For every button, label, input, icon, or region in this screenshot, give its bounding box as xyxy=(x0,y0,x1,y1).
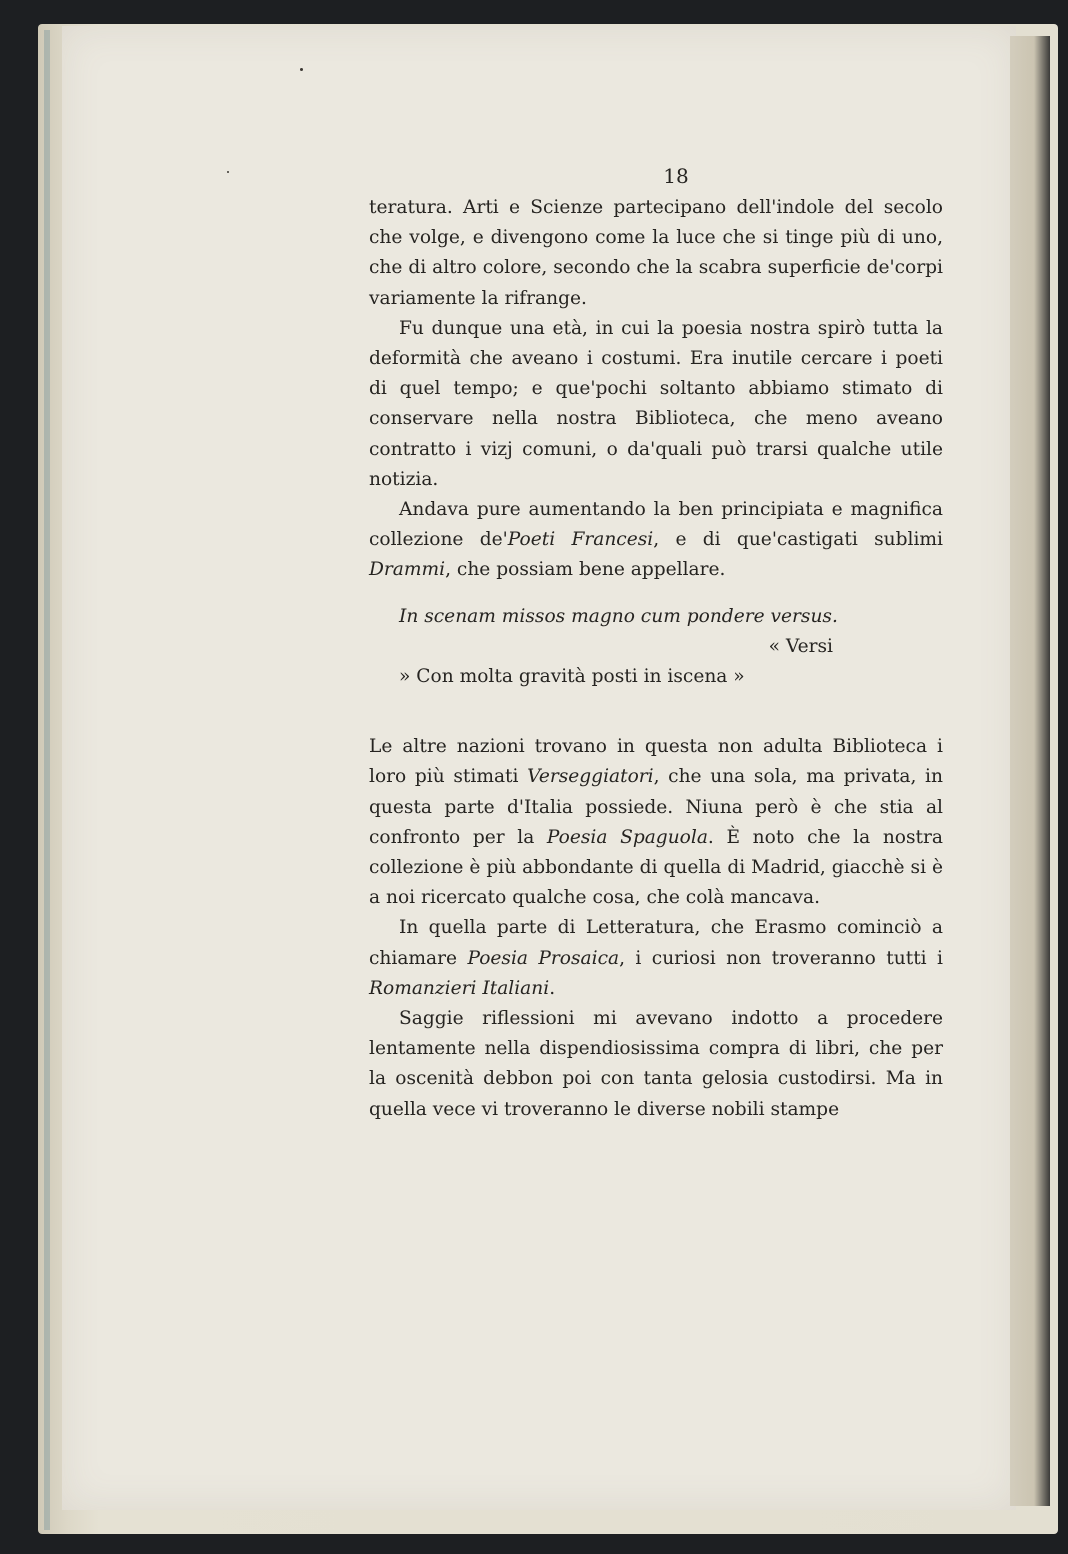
paragraph-3 xyxy=(369,495,943,586)
text-run: In quella parte di Letteratura, che Erasmo cominciò a chiamare xyxy=(369,917,943,969)
italic-title: Romanzieri Italiani xyxy=(369,977,550,999)
text-run: . xyxy=(549,977,556,999)
paragraph-4 xyxy=(369,732,943,913)
italic-title: Verseggiatori xyxy=(527,766,654,788)
quotation xyxy=(369,602,943,693)
italic-title: Poeti Francesi xyxy=(507,529,654,551)
page-sheet xyxy=(62,26,1016,1510)
text-run: , e di que'castigati sublimi xyxy=(653,529,943,551)
paragraph-5 xyxy=(369,913,943,1004)
page-number: 18 xyxy=(663,164,689,188)
paragraph-6: Saggie riflessioni mi avevano indotto a procedere lentamente nella dispendiosissima compra di libri, che per la oscenità debbon poi con tanta gelosia custodirsi. Ma in quella vece vi troveranno le diverse nobili stampe xyxy=(369,1008,943,1120)
paragraph-1: teratura. Arti e Scienze partecipano dell'indole del secolo che volge, e divengono come la luce che si tinge più di uno, che di altro colore, secondo che la scabra superficie de'corpi variamente la rifrange. xyxy=(369,197,943,309)
body-text xyxy=(369,159,943,1125)
paragraph-2: Fu dunque una età, in cui la poesia nostra spirò tutta la deformità che aveano i costumi. Era inutile cercare i poeti di quel tempo; e que'pochi soltanto abbiamo stimato di conservare nella nostra Biblioteca, che meno aveano contratto i vizj comuni, o da'quali può trarsi qualche utile notizia. xyxy=(369,317,943,490)
italic-title: Poesia Prosaica xyxy=(467,947,620,969)
text-run: Andava pure aumentando la ben principiata e magnifica collezione de' xyxy=(369,499,943,551)
quote-translation-line-1: « Versi xyxy=(768,635,833,657)
text-run: , che possiam bene appellare. xyxy=(445,559,726,581)
quote-latin: In scenam missos magno cum pondere versus. xyxy=(399,605,838,627)
text-run: Le altre nazioni trovano in questa non adulta Biblioteca i loro più stimati xyxy=(369,736,943,788)
italic-title: Poesia Spaguola xyxy=(546,826,708,848)
paper-speck xyxy=(227,171,229,173)
paper-speck xyxy=(300,68,303,71)
italic-title: Drammi xyxy=(369,559,446,581)
quote-translation-line-2: » Con molta gravità posti in iscena » xyxy=(399,666,745,688)
text-run: , i curiosi non troveranno tutti i xyxy=(619,947,943,969)
text-run: . È noto che la nostra collezione è più abbondante di quella di Madrid, giacchè si è a noi ricercato qualche cosa, che colà mancava. xyxy=(369,826,943,909)
text-run: , che una sola, ma privata, in questa parte d'Italia possiede. Niuna però è che stia al confronto per la xyxy=(369,766,943,848)
